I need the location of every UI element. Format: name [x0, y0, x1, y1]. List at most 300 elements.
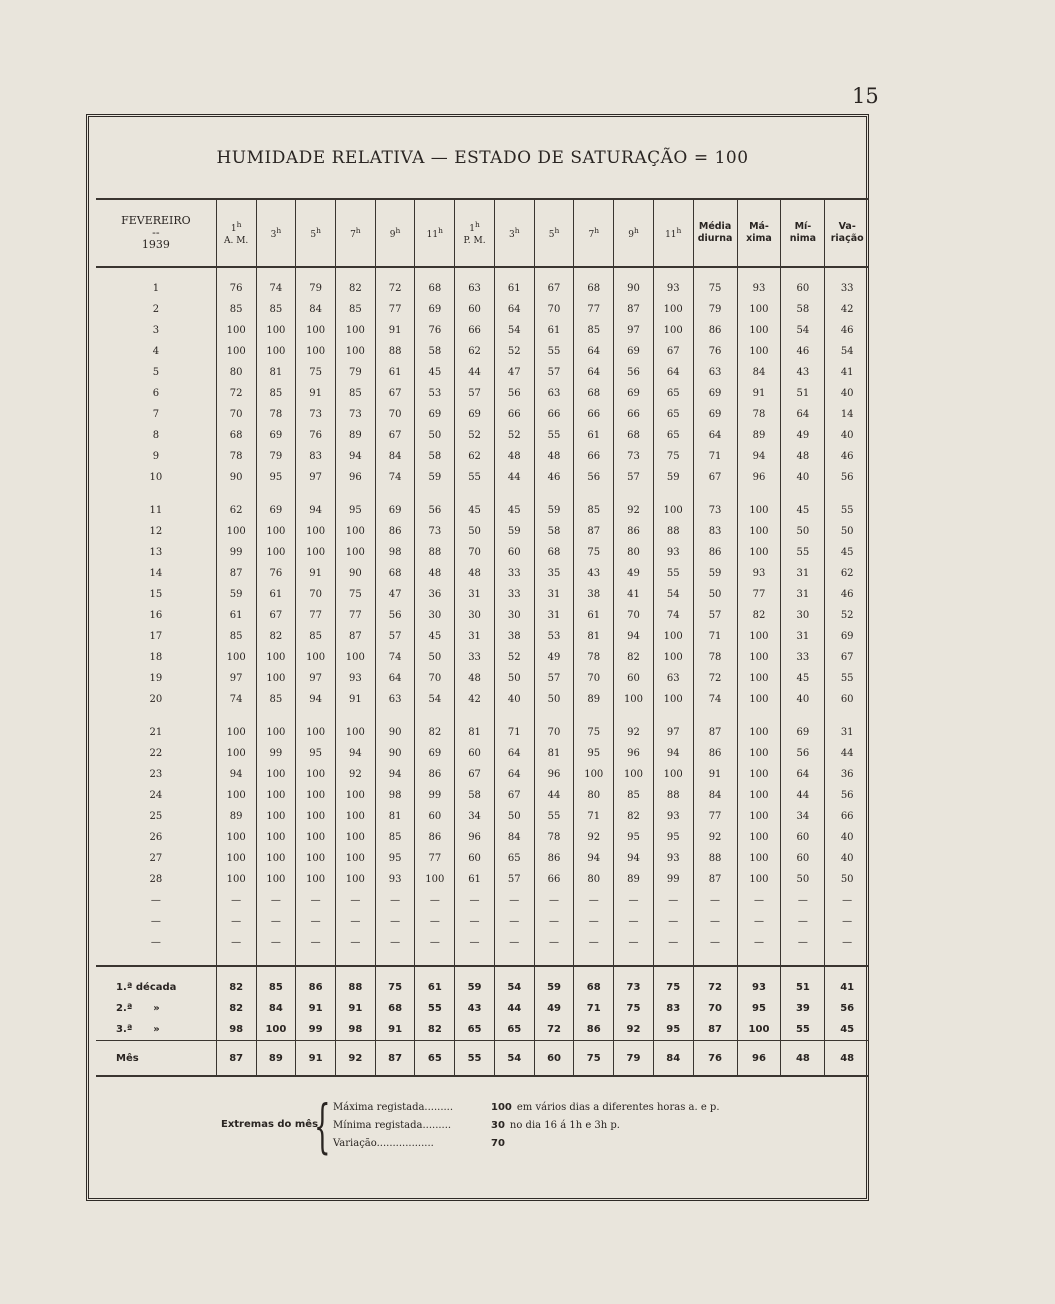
- table-cell: 88: [653, 521, 693, 542]
- gap-cell: [693, 710, 737, 722]
- table-cell: 70: [574, 668, 614, 689]
- dash-cell: —: [375, 911, 415, 932]
- table-cell: 75: [574, 722, 614, 743]
- table-cell: 74: [693, 689, 737, 710]
- table-cell: 67: [693, 467, 737, 488]
- dash-cell: —: [455, 890, 495, 911]
- month-extremes: [96, 1077, 869, 1182]
- table-cell: 100: [335, 341, 375, 362]
- table-cell: 60: [455, 743, 495, 764]
- decade-cell: 83: [653, 998, 693, 1019]
- table-cell: 69: [614, 383, 654, 404]
- table-cell: 85: [216, 626, 256, 647]
- table-row: [96, 626, 869, 647]
- table-cell: 100: [737, 626, 781, 647]
- table-cell: 86: [693, 320, 737, 341]
- table-cell: 50: [534, 689, 574, 710]
- dash-cell: —: [375, 932, 415, 953]
- table-cell: 44: [455, 362, 495, 383]
- table-cell: 61: [534, 320, 574, 341]
- table-cell: 48: [781, 446, 825, 467]
- table-cell: 69: [415, 743, 455, 764]
- dash-cell: —: [693, 911, 737, 932]
- table-cell: 71: [693, 446, 737, 467]
- decade-cell: 98: [216, 1019, 256, 1041]
- table-cell: 93: [737, 563, 781, 584]
- extreme-name: Mínima registada.........: [333, 1120, 452, 1131]
- table-cell: 46: [781, 341, 825, 362]
- gap-cell: [96, 953, 216, 966]
- table-cell: 57: [614, 467, 654, 488]
- extreme-desc: no dia 16 á 1h e 3h p.: [509, 1120, 620, 1131]
- table-cell: 100: [335, 827, 375, 848]
- table-cell: 100: [737, 806, 781, 827]
- table-row: [96, 647, 869, 668]
- table-cell: 66: [840, 811, 854, 822]
- table-cell: 88: [375, 341, 415, 362]
- table-cell: 100: [737, 689, 781, 710]
- header-hour: [653, 200, 693, 267]
- table-row: [96, 827, 869, 848]
- table-cell: 44: [840, 748, 854, 759]
- table-cell: 71: [693, 626, 737, 647]
- header-hour-label: 9$^h$: [389, 226, 401, 240]
- table-row: [96, 722, 869, 743]
- table-cell: 51: [781, 383, 825, 404]
- table-row: [96, 467, 869, 488]
- table-cell: 70: [455, 542, 495, 563]
- table-cell: 94: [574, 848, 614, 869]
- table-cell: 97: [296, 668, 336, 689]
- decade-cell: 59: [455, 966, 495, 998]
- dash-cell: —: [96, 890, 216, 911]
- table-cell: 38: [574, 584, 614, 605]
- table-cell: 100: [216, 827, 256, 848]
- table-cell: 94: [296, 500, 336, 521]
- decade-cell: 68: [375, 998, 415, 1019]
- dash-cell: —: [494, 911, 534, 932]
- table-cell: 52: [840, 610, 854, 621]
- day-label: 4: [96, 341, 216, 362]
- dash-cell: —: [415, 932, 455, 953]
- table-cell: 31: [534, 605, 574, 626]
- table-cell: 93: [653, 542, 693, 563]
- table-cell: 45: [415, 626, 455, 647]
- table-cell: 94: [653, 743, 693, 764]
- table-cell: 73: [693, 500, 737, 521]
- table-cell: 59: [534, 500, 574, 521]
- table-cell: 90: [216, 467, 256, 488]
- day-label: 11: [96, 500, 216, 521]
- table-cell: 94: [614, 848, 654, 869]
- table-cell: 96: [614, 743, 654, 764]
- table-cell: 62: [455, 446, 495, 467]
- decade-cell: 99: [296, 1019, 336, 1041]
- table-cell: 100: [296, 647, 336, 668]
- hour-sup: h: [554, 226, 560, 235]
- gap-cell: [825, 953, 869, 966]
- decade-cell: 72: [534, 1019, 574, 1041]
- gap-cell: [653, 953, 693, 966]
- table-cell: 58: [415, 446, 455, 467]
- table-cell: 76: [296, 425, 336, 446]
- table-cell: 70: [534, 299, 574, 320]
- table-cell: 33: [494, 584, 534, 605]
- table-cell: 57: [494, 869, 534, 890]
- table-cell: 43: [781, 362, 825, 383]
- table-cell: 44: [534, 785, 574, 806]
- header-hour: [574, 200, 614, 267]
- table-cell: 41: [614, 584, 654, 605]
- table-cell: 84: [375, 446, 415, 467]
- table-cell: 90: [375, 722, 415, 743]
- gap-cell: [455, 953, 495, 966]
- gap-cell: [375, 488, 415, 500]
- header-hour: [494, 200, 534, 267]
- table-cell: 79: [693, 299, 737, 320]
- month-cell: 87: [375, 1041, 415, 1077]
- table-cell: 65: [494, 848, 534, 869]
- table-cell: 84: [494, 827, 534, 848]
- day-label: 28: [96, 869, 216, 890]
- day-label: 7: [96, 404, 216, 425]
- table-cell: 55: [534, 806, 574, 827]
- table-cell: 47: [375, 584, 415, 605]
- table-cell: 65: [653, 383, 693, 404]
- decade-cell: 71: [574, 998, 614, 1019]
- table-cell: 67: [653, 341, 693, 362]
- decade-cell: 70: [693, 998, 737, 1019]
- table-cell: 57: [455, 383, 495, 404]
- gap-cell: [574, 710, 614, 722]
- dash-cell: —: [335, 911, 375, 932]
- table-cell: 89: [737, 425, 781, 446]
- gap-cell: [614, 488, 654, 500]
- table-cell: 42: [455, 689, 495, 710]
- table-cell: 85: [335, 383, 375, 404]
- decade-cell: 68: [574, 966, 614, 998]
- header-media-diurna: [693, 200, 737, 267]
- header-hour-label: 7$^h$: [350, 226, 361, 240]
- gap-cell: [375, 953, 415, 966]
- table-cell: 100: [256, 806, 296, 827]
- gap-cell: [96, 710, 216, 722]
- table-cell: 53: [534, 626, 574, 647]
- table-cell: 76: [256, 563, 296, 584]
- decade-cell: 75: [375, 966, 415, 998]
- table-header: [96, 200, 869, 267]
- table-cell: 45: [455, 500, 495, 521]
- table-cell: 45: [840, 547, 854, 558]
- table-cell: 92: [614, 722, 654, 743]
- month-cell: 76: [693, 1041, 737, 1077]
- gap-cell: [335, 488, 375, 500]
- table-cell: 50: [415, 425, 455, 446]
- day-label: 20: [96, 689, 216, 710]
- table-cell: 73: [614, 446, 654, 467]
- extreme-row: [333, 1117, 720, 1135]
- table-cell: 69: [693, 383, 737, 404]
- dash-cell: —: [614, 932, 654, 953]
- table-cell: 100: [737, 785, 781, 806]
- table-cell: 100: [256, 869, 296, 890]
- decade-label: 1.ª década: [96, 966, 216, 998]
- table-cell: 73: [415, 521, 455, 542]
- header-hour: [335, 200, 375, 267]
- table-cell: 77: [335, 605, 375, 626]
- table-cell: 49: [534, 647, 574, 668]
- header-minima: [781, 200, 825, 267]
- table-cell: 50: [693, 584, 737, 605]
- table-cell: 69: [256, 500, 296, 521]
- table-cell: 95: [653, 827, 693, 848]
- day-label: 16: [96, 605, 216, 626]
- decade-cell: 91: [296, 998, 336, 1019]
- table-cell: 31: [840, 727, 854, 738]
- humidity-table: [96, 200, 869, 1077]
- table-cell: 69: [781, 722, 825, 743]
- table-cell: 81: [455, 722, 495, 743]
- table-cell: 94: [375, 764, 415, 785]
- table-cell: 100: [256, 785, 296, 806]
- table-cell: 86: [534, 848, 574, 869]
- table-cell: 72: [216, 383, 256, 404]
- table-cell: 77: [574, 299, 614, 320]
- table-cell: 64: [494, 764, 534, 785]
- table-cell: 66: [534, 869, 574, 890]
- table-cell: 95: [335, 500, 375, 521]
- table-cell: 64: [375, 668, 415, 689]
- dash-cell: —: [737, 932, 781, 953]
- table-cell: 66: [574, 404, 614, 425]
- table-row: [96, 267, 869, 299]
- decade-cell: 39: [781, 998, 825, 1019]
- decade-label: 2.ª »: [96, 998, 216, 1019]
- table-cell: 100: [335, 806, 375, 827]
- decade-cell: 85: [256, 966, 296, 998]
- table-cell: 72: [693, 668, 737, 689]
- table-cell: 70: [216, 404, 256, 425]
- table-cell: 100: [256, 848, 296, 869]
- page-number: 15: [852, 84, 879, 108]
- gap-cell: [574, 488, 614, 500]
- gap-cell: [825, 488, 869, 500]
- month-cell: 54: [494, 1041, 534, 1077]
- hour-sup: h: [594, 226, 600, 235]
- table-cell: 94: [335, 743, 375, 764]
- table-cell: 74: [375, 467, 415, 488]
- table-cell: 100: [737, 869, 781, 890]
- row-gap: [96, 488, 869, 500]
- table-cell: 83: [296, 446, 336, 467]
- table-cell: 85: [216, 299, 256, 320]
- table-cell: 100: [216, 869, 256, 890]
- dash-cell: —: [693, 932, 737, 953]
- table-cell: 99: [415, 785, 455, 806]
- table-cell: 77: [415, 848, 455, 869]
- decade-row: [96, 998, 869, 1019]
- table-cell: 64: [653, 362, 693, 383]
- table-cell: 31: [781, 584, 825, 605]
- dash-cell: —: [781, 932, 825, 953]
- table-cell: 97: [614, 320, 654, 341]
- empty-day-row: [96, 932, 869, 953]
- hour-sup: h: [355, 226, 361, 235]
- table-cell: 79: [335, 362, 375, 383]
- day-label: 2: [96, 299, 216, 320]
- gap-cell: [614, 710, 654, 722]
- day-label: 24: [96, 785, 216, 806]
- dash-cell: —: [574, 932, 614, 953]
- day-label: 21: [96, 722, 216, 743]
- table-row: [96, 743, 869, 764]
- table-cell: 82: [614, 647, 654, 668]
- table-cell: 33: [455, 647, 495, 668]
- month-cell: 79: [614, 1041, 654, 1077]
- table-cell: 100: [216, 521, 256, 542]
- table-cell: 71: [574, 806, 614, 827]
- table-cell: 100: [737, 827, 781, 848]
- header-hour-label: 5$^h$: [310, 226, 321, 240]
- table-cell: 100: [737, 764, 781, 785]
- table-cell: 77: [737, 584, 781, 605]
- table-row: [96, 869, 869, 890]
- table-cell: 100: [216, 743, 256, 764]
- table-cell: 56: [415, 500, 455, 521]
- table-cell: 60: [455, 299, 495, 320]
- table-cell: 62: [216, 500, 256, 521]
- table-cell: 67: [534, 267, 574, 299]
- table-cell: 100: [737, 722, 781, 743]
- header-variacao-line: riação: [830, 233, 864, 244]
- table-cell: 14: [840, 409, 854, 420]
- decade-cell: 100: [737, 1019, 781, 1041]
- table-row: [96, 299, 869, 320]
- table-cell: 100: [653, 626, 693, 647]
- decade-cell: 88: [335, 966, 375, 998]
- table-cell: 86: [375, 521, 415, 542]
- table-cell: 100: [737, 848, 781, 869]
- table-cell: 48: [455, 563, 495, 584]
- hour-sup: h: [276, 226, 282, 235]
- table-cell: 44: [781, 785, 825, 806]
- table-cell: 46: [534, 467, 574, 488]
- dash-cell: —: [842, 937, 853, 948]
- table-cell: 100: [614, 764, 654, 785]
- gap-cell: [781, 488, 825, 500]
- table-cell: 68: [216, 425, 256, 446]
- table-cell: 65: [653, 425, 693, 446]
- table-cell: 56: [375, 605, 415, 626]
- table-row: [96, 521, 869, 542]
- table-cell: 34: [781, 806, 825, 827]
- header-media-diurna-line: diurna: [697, 233, 733, 244]
- table-cell: 54: [840, 346, 854, 357]
- table-cell: 31: [781, 563, 825, 584]
- table-cell: 48: [494, 446, 534, 467]
- decade-cell: 82: [216, 966, 256, 998]
- table-cell: 41: [840, 367, 854, 378]
- table-cell: 87: [216, 563, 256, 584]
- table-cell: 60: [781, 827, 825, 848]
- table-cell: 33: [781, 647, 825, 668]
- table-container: [96, 118, 869, 1182]
- gap-cell: [375, 710, 415, 722]
- table-cell: 67: [494, 785, 534, 806]
- table-cell: 75: [574, 542, 614, 563]
- header-month-year: [96, 200, 216, 267]
- header-minima-line: Mí-: [794, 221, 812, 232]
- table-cell: 100: [216, 848, 256, 869]
- table-cell: 92: [614, 500, 654, 521]
- day-label: 23: [96, 764, 216, 785]
- table-cell: 100: [737, 542, 781, 563]
- month-cell: 92: [335, 1041, 375, 1077]
- month-cell: 48: [781, 1041, 825, 1077]
- header-year: 1939: [141, 238, 170, 251]
- table-cell: 48: [415, 563, 455, 584]
- table-cell: 93: [737, 267, 781, 299]
- header-hour-label: 1$^h$: [469, 220, 480, 234]
- table-cell: 100: [296, 320, 336, 341]
- day-label: 15: [96, 584, 216, 605]
- gap-cell: [455, 710, 495, 722]
- table-cell: 57: [693, 605, 737, 626]
- gap-cell: [415, 710, 455, 722]
- month-cell: 91: [296, 1041, 336, 1077]
- table-cell: 100: [335, 785, 375, 806]
- table-cell: 53: [415, 383, 455, 404]
- table-cell: 89: [335, 425, 375, 446]
- table-row: [96, 383, 869, 404]
- table-cell: 100: [737, 341, 781, 362]
- hour-sup: h: [475, 220, 480, 229]
- month-cell: 84: [653, 1041, 693, 1077]
- table-cell: 100: [256, 542, 296, 563]
- table-cell: 77: [693, 806, 737, 827]
- decade-cell: 92: [614, 1019, 654, 1041]
- table-cell: 56: [614, 362, 654, 383]
- month-cell: 87: [216, 1041, 256, 1077]
- day-label: 9: [96, 446, 216, 467]
- table-cell: 91: [375, 320, 415, 341]
- day-label: 3: [96, 320, 216, 341]
- day-label: 12: [96, 521, 216, 542]
- row-gap: [96, 710, 869, 722]
- gap-cell: [693, 953, 737, 966]
- table-cell: 95: [375, 848, 415, 869]
- gap-cell: [296, 488, 336, 500]
- table-cell: 74: [256, 267, 296, 299]
- table-cell: 68: [415, 267, 455, 299]
- table-row: [96, 362, 869, 383]
- table-row: [96, 563, 869, 584]
- table-cell: 81: [256, 362, 296, 383]
- table-cell: 68: [574, 267, 614, 299]
- table-cell: 85: [256, 689, 296, 710]
- day-label: 17: [96, 626, 216, 647]
- table-cell: 95: [574, 743, 614, 764]
- table-cell: 100: [216, 647, 256, 668]
- month-cell: 89: [256, 1041, 296, 1077]
- table-cell: 77: [296, 605, 336, 626]
- header-hour-label: 1$^h$: [230, 220, 242, 234]
- brace-icon: {: [314, 1092, 331, 1160]
- table-cell: 78: [574, 647, 614, 668]
- table-cell: 66: [614, 404, 654, 425]
- extremes-label: Extremas do mês: [221, 1119, 319, 1130]
- decade-label: 3.ª »: [96, 1019, 216, 1041]
